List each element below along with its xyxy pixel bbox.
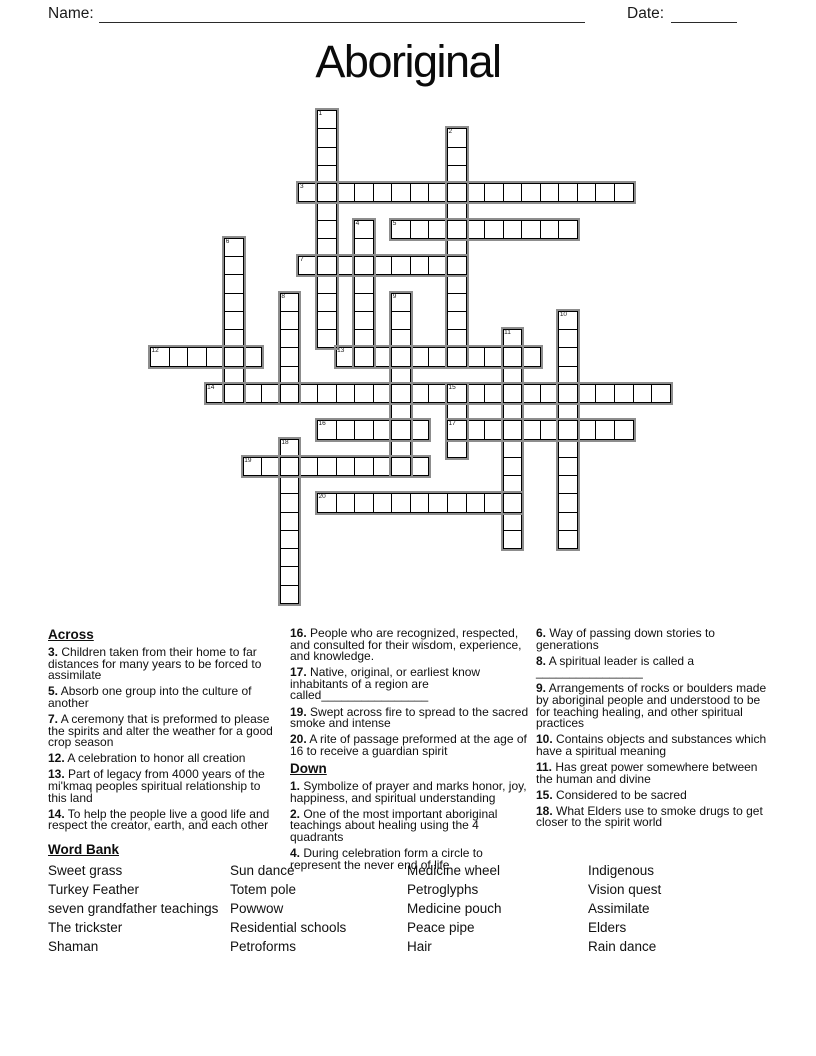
crossword-cell[interactable]: [391, 420, 411, 439]
clue-number: 4.: [290, 845, 301, 860]
crossword-cell[interactable]: [558, 220, 578, 239]
crossword-cell[interactable]: [484, 384, 504, 403]
crossword-cell[interactable]: [540, 420, 560, 439]
clue-number: 16.: [290, 626, 307, 640]
crossword-cell[interactable]: [391, 457, 411, 476]
crossword-cell[interactable]: [317, 493, 337, 512]
clue-column-1: [48, 628, 281, 836]
crossword-cell[interactable]: [428, 256, 448, 275]
cell-number: 1: [318, 110, 323, 117]
crossword-cell[interactable]: [298, 457, 318, 476]
cell-number: 17: [448, 420, 456, 428]
crossword-cell[interactable]: [410, 420, 430, 439]
crossword-cell[interactable]: [558, 366, 578, 385]
cell-number: 7: [299, 256, 304, 263]
clue-number: 1.: [290, 778, 301, 793]
clue-number: 20.: [290, 732, 307, 747]
clue-14: 14. To help the people live a good life and respect the creator, earth, and each other: [48, 806, 270, 833]
crossword-cell[interactable]: [317, 311, 337, 330]
word-bank-column-4: [588, 861, 661, 956]
crossword-cell[interactable]: [466, 384, 486, 403]
crossword-cell[interactable]: [503, 493, 523, 512]
clue-number: 7.: [48, 711, 59, 726]
word-bank-item: Vision quest: [588, 882, 662, 897]
crossword-cell[interactable]: [447, 201, 467, 220]
crossword-cell[interactable]: [410, 183, 430, 202]
clue-number: 9.: [536, 681, 547, 696]
cell-number: 16: [318, 420, 326, 428]
clue-8: 8. A spiritual leader is called a ________________: [536, 653, 695, 680]
clue-5: 5. Absorb one group into the culture of another: [48, 684, 252, 710]
crossword-cell[interactable]: [391, 439, 411, 458]
crossword-cell[interactable]: [447, 493, 467, 512]
crossword-cell[interactable]: [206, 347, 226, 366]
word-bank-item: Petroglyphs: [407, 882, 479, 897]
crossword-cell[interactable]: [558, 347, 578, 366]
clue-9: 9. Arrangements of rocks or boulders made by aboriginal people and understood to be for teaching healing, and other spiritual practices: [536, 681, 767, 731]
word-bank-item: Elders: [588, 920, 627, 935]
crossword-cell[interactable]: [558, 402, 578, 421]
crossword-cell[interactable]: [280, 566, 300, 585]
crossword-cell[interactable]: [243, 457, 263, 476]
clue-4: 4. During celebration form a circle to represent the never end of life: [290, 845, 483, 872]
crossword-cell[interactable]: [373, 493, 393, 512]
crossword-cell[interactable]: [391, 493, 411, 512]
clue-number: 6.: [536, 626, 547, 640]
clue-number: 13.: [48, 767, 65, 782]
crossword-cell[interactable]: [391, 183, 411, 202]
crossword-cell[interactable]: [447, 238, 467, 257]
clue-1: 1. Symbolize of prayer and marks honor, joy, happiness, and spiritual understanding: [290, 778, 527, 805]
crossword-cell[interactable]: [558, 457, 578, 476]
crossword-cell[interactable]: [558, 475, 578, 494]
crossword-cell[interactable]: [503, 512, 523, 531]
crossword-cell[interactable]: [447, 439, 467, 458]
cell-number: 11: [504, 329, 511, 336]
clue-11: 11. Has great power somewhere between the human and divine: [536, 759, 758, 786]
word-bank-item: Medicine wheel: [407, 863, 501, 878]
crossword-cell[interactable]: [317, 147, 337, 166]
crossword-cell[interactable]: [391, 384, 411, 403]
clue-number: 3.: [48, 645, 59, 659]
clue-16: 16. People who are recognized, respected, and consulted for their wisdom, experience, and knowledge.: [290, 626, 522, 664]
crossword-cell[interactable]: [558, 530, 578, 549]
crossword-cell[interactable]: [558, 512, 578, 531]
cell-number: 18: [281, 438, 289, 446]
crossword-cell[interactable]: [484, 220, 504, 239]
crossword-cell[interactable]: [595, 384, 615, 403]
crossword-cell[interactable]: [391, 402, 411, 421]
clue-7: 7. A ceremony that is preformed to please the spirits and alter the weather for a good crop season: [48, 711, 273, 750]
crossword-cell[interactable]: [521, 183, 541, 202]
word-bank-item: Assimilate: [588, 901, 650, 916]
clue-18: 18. What Elders use to smoke drugs to get closer to the spirit world: [536, 803, 763, 830]
crossword-cell[interactable]: [354, 274, 374, 293]
crossword-cell[interactable]: [206, 384, 226, 403]
crossword-cell[interactable]: [503, 220, 523, 239]
crossword-cell[interactable]: [484, 347, 504, 366]
crossword-cell[interactable]: [503, 439, 523, 458]
crossword-cell[interactable]: [447, 274, 467, 293]
crossword-cell[interactable]: [336, 256, 356, 275]
crossword-cell[interactable]: [447, 183, 467, 202]
crossword-cell[interactable]: [280, 329, 300, 348]
clue-column-2: [290, 628, 530, 876]
crossword-cell[interactable]: [261, 384, 281, 403]
cell-number: 6: [225, 237, 230, 245]
crossword-cell[interactable]: [614, 420, 634, 439]
cell-number: 8: [281, 292, 286, 300]
cell-number: 9: [392, 292, 397, 300]
clue-3: 3. Children taken from their home to far distances for many years to be forced to assimilate: [48, 645, 262, 683]
crossword-cell[interactable]: [521, 347, 541, 366]
crossword-cell[interactable]: [224, 311, 244, 330]
clue-number: 8.: [536, 653, 547, 668]
crossword-cell[interactable]: [447, 402, 467, 421]
word-bank-column-3: [407, 861, 502, 956]
clue-number: 14.: [48, 806, 65, 821]
clue-13: 13. Part of legacy from 4000 years of the mi'kmaq peoples spiritual relationship to this land: [48, 767, 265, 805]
crossword-cell[interactable]: [224, 293, 244, 312]
word-bank-item: Peace pipe: [407, 920, 475, 935]
crossword-cell[interactable]: [391, 329, 411, 348]
crossword-cell[interactable]: [169, 347, 189, 366]
crossword-cell[interactable]: [391, 293, 411, 312]
crossword-cell[interactable]: [150, 347, 170, 366]
crossword-cell[interactable]: [595, 420, 615, 439]
crossword-cell[interactable]: [187, 347, 207, 366]
crossword-cell[interactable]: [391, 220, 411, 239]
clue-number: 5.: [48, 684, 59, 699]
crossword-cell[interactable]: [503, 183, 523, 202]
crossword-cell[interactable]: [503, 530, 523, 549]
word-bank-item: Sweet grass: [48, 863, 123, 878]
crossword-cell[interactable]: [503, 366, 523, 385]
crossword-cell[interactable]: [447, 220, 467, 239]
crossword-cell[interactable]: [280, 311, 300, 330]
cell-number: 19: [244, 456, 252, 464]
crossword-cell[interactable]: [280, 366, 300, 385]
crossword-cell[interactable]: [466, 493, 486, 512]
clue-6: 6. Way of passing down stories to generations: [536, 626, 715, 652]
crossword-cell[interactable]: [298, 183, 318, 202]
crossword-cell[interactable]: [558, 183, 578, 202]
crossword-cell[interactable]: [317, 201, 337, 220]
word-bank-item: Rain dance: [588, 939, 657, 954]
crossword-cell[interactable]: [410, 220, 430, 239]
crossword-cell[interactable]: [317, 293, 337, 312]
crossword-cell[interactable]: [224, 366, 244, 385]
word-bank-item: Powwow: [230, 901, 284, 916]
crossword-cell[interactable]: [466, 183, 486, 202]
crossword-cell[interactable]: [484, 183, 504, 202]
crossword-cell[interactable]: [410, 457, 430, 476]
crossword-cell[interactable]: [354, 384, 374, 403]
crossword-cell[interactable]: [354, 420, 374, 439]
crossword-cell[interactable]: [317, 183, 337, 202]
crossword-cell[interactable]: [577, 183, 597, 202]
crossword-cell[interactable]: [317, 457, 337, 476]
crossword-cell[interactable]: [224, 347, 244, 366]
clue-number: 19.: [290, 704, 307, 719]
word-bank-item: Petroforms: [230, 939, 297, 954]
crossword-cell[interactable]: [410, 347, 430, 366]
crossword-cell[interactable]: [336, 183, 356, 202]
crossword-cell[interactable]: [280, 347, 300, 366]
crossword-cell[interactable]: [391, 347, 411, 366]
crossword-cell[interactable]: [354, 493, 374, 512]
cell-number: 20: [318, 493, 326, 501]
crossword-cell[interactable]: [280, 439, 300, 458]
crossword-cell[interactable]: [503, 457, 523, 476]
word-bank-item: seven grandfather teachings: [48, 901, 219, 916]
crossword-cell[interactable]: [503, 384, 523, 403]
crossword-cell[interactable]: [558, 439, 578, 458]
crossword-cell[interactable]: [577, 384, 597, 403]
crossword-cell[interactable]: [447, 420, 467, 439]
crossword-cell[interactable]: [410, 384, 430, 403]
crossword-cell[interactable]: [595, 183, 615, 202]
crossword-cell[interactable]: [280, 493, 300, 512]
crossword-cell[interactable]: [447, 256, 467, 275]
crossword-cell[interactable]: [428, 493, 448, 512]
crossword-cell[interactable]: [447, 347, 467, 366]
cell-number: 13: [337, 347, 345, 355]
crossword-cell[interactable]: [261, 457, 281, 476]
clue-number: 2.: [290, 806, 301, 821]
cell-number: 4: [355, 219, 360, 227]
crossword-cell[interactable]: [373, 457, 393, 476]
crossword-cell[interactable]: [280, 457, 300, 476]
name-label: Name:: [48, 5, 94, 22]
crossword-cell[interactable]: [317, 329, 337, 348]
crossword-cell[interactable]: [558, 493, 578, 512]
crossword-cell[interactable]: [428, 384, 448, 403]
clue-2: 2. One of the most important aboriginal teachings about healing using the 4 quadrants: [290, 806, 498, 844]
word-bank-item: Residential schools: [230, 920, 347, 935]
crossword-cell[interactable]: [410, 256, 430, 275]
crossword-cell[interactable]: [391, 366, 411, 385]
crossword-cell[interactable]: [373, 384, 393, 403]
date-blank-line[interactable]: [671, 6, 737, 23]
cell-number: 15: [448, 383, 456, 391]
crossword-cell[interactable]: [558, 311, 578, 330]
crossword-cell[interactable]: [317, 420, 337, 439]
crossword-cell[interactable]: [354, 183, 374, 202]
crossword-cell[interactable]: [521, 420, 541, 439]
crossword-cell[interactable]: [447, 165, 467, 184]
crossword-cell[interactable]: [317, 110, 337, 129]
crossword-cell[interactable]: [521, 384, 541, 403]
crossword-cell[interactable]: [391, 256, 411, 275]
cell-number: 3: [299, 183, 304, 190]
crossword-cell[interactable]: [428, 183, 448, 202]
crossword-cell[interactable]: [540, 220, 560, 239]
crossword-cell[interactable]: [428, 220, 448, 239]
crossword-cell[interactable]: [317, 238, 337, 257]
crossword-cell[interactable]: [614, 183, 634, 202]
crossword-cell[interactable]: [373, 347, 393, 366]
crossword-cell[interactable]: [317, 128, 337, 147]
crossword-cell[interactable]: [558, 384, 578, 403]
name-blank-line[interactable]: [99, 6, 585, 23]
cell-number: 12: [151, 347, 159, 355]
clue-heading-down: Down: [290, 760, 327, 776]
crossword-cell[interactable]: [224, 329, 244, 348]
crossword-cell[interactable]: [354, 347, 374, 366]
crossword-cell[interactable]: [447, 293, 467, 312]
crossword-cell[interactable]: [336, 493, 356, 512]
crossword-cell[interactable]: [503, 402, 523, 421]
clue-number: 17.: [290, 665, 307, 680]
crossword-cell[interactable]: [280, 512, 300, 531]
crossword-cell[interactable]: [373, 256, 393, 275]
crossword-cell[interactable]: [317, 256, 337, 275]
word-bank-heading: Word Bank: [48, 842, 120, 857]
crossword-cell[interactable]: [354, 256, 374, 275]
cell-number: 10: [559, 310, 568, 318]
word-bank-item: Medicine pouch: [407, 901, 502, 916]
clue-number: 15.: [536, 787, 553, 802]
crossword-cell[interactable]: [354, 293, 374, 312]
crossword-cell[interactable]: [540, 384, 560, 403]
cell-number: 2: [448, 128, 453, 136]
crossword-cell[interactable]: [243, 347, 263, 366]
crossword-cell[interactable]: [558, 329, 578, 348]
crossword-cell[interactable]: [558, 420, 578, 439]
clue-number: 11.: [536, 759, 553, 774]
crossword-cell[interactable]: [317, 384, 337, 403]
crossword-cell[interactable]: [466, 347, 486, 366]
crossword-cell[interactable]: [373, 183, 393, 202]
crossword-cell[interactable]: [243, 384, 263, 403]
word-bank-column-1: [48, 861, 218, 956]
crossword-cell[interactable]: [224, 274, 244, 293]
crossword-cell[interactable]: [373, 420, 393, 439]
crossword-cell[interactable]: [224, 256, 244, 275]
clue-12: 12. A celebration to honor all creation: [48, 751, 246, 766]
crossword-cell[interactable]: [447, 329, 467, 348]
crossword-cell[interactable]: [354, 311, 374, 330]
cell-number: 14: [207, 383, 215, 391]
crossword-cell[interactable]: [484, 493, 504, 512]
crossword-cell[interactable]: [298, 256, 318, 275]
date-label: Date:: [627, 5, 665, 22]
crossword-cell[interactable]: [280, 548, 300, 567]
crossword-cell[interactable]: [503, 475, 523, 494]
crossword-cell[interactable]: [447, 128, 467, 147]
crossword-cell[interactable]: [447, 147, 467, 166]
crossword-cell[interactable]: [391, 311, 411, 330]
crossword-cell[interactable]: [280, 384, 300, 403]
crossword-cell[interactable]: [317, 274, 337, 293]
crossword-cell[interactable]: [354, 457, 374, 476]
crossword-cell[interactable]: [317, 220, 337, 239]
crossword-cell[interactable]: [336, 384, 356, 403]
crossword-cell[interactable]: [428, 347, 448, 366]
crossword-cell[interactable]: [614, 384, 634, 403]
crossword-cell[interactable]: [354, 220, 374, 239]
word-bank-item: Hair: [407, 939, 432, 954]
page-title: Aboriginal: [315, 36, 501, 87]
word-bank-item: Shaman: [48, 939, 99, 954]
clue-20: 20. A rite of passage preformed at the age of 16 to receive a guardian spirit: [290, 732, 527, 758]
crossword-cell[interactable]: [317, 165, 337, 184]
crossword-cell[interactable]: [633, 384, 653, 403]
crossword-cell[interactable]: [280, 475, 300, 494]
cell-number: 5: [392, 219, 397, 227]
word-bank-item: Turkey Feather: [48, 882, 140, 897]
crossword-cell[interactable]: [410, 493, 430, 512]
crossword-cell[interactable]: [503, 347, 523, 366]
crossword-cell[interactable]: [447, 384, 467, 403]
word-bank-item: Totem pole: [230, 882, 297, 897]
clue-number: 18.: [536, 803, 553, 818]
clue-column-3: [536, 628, 768, 833]
crossword-cell[interactable]: [224, 238, 244, 257]
crossword-cell[interactable]: [280, 585, 300, 604]
crossword-cell[interactable]: [503, 420, 523, 439]
word-bank-column-2: [230, 861, 346, 956]
clue-17: 17. Native, original, or earliest know inhabitants of a region are called________________: [290, 665, 481, 703]
crossword-cell[interactable]: [280, 293, 300, 312]
crossword-cell[interactable]: [336, 457, 356, 476]
crossword-cell[interactable]: [447, 311, 467, 330]
crossword-cell[interactable]: [521, 220, 541, 239]
crossword-cell[interactable]: [336, 420, 356, 439]
clue-number: 10.: [536, 732, 553, 747]
word-bank-item: Indigenous: [588, 863, 655, 878]
clue-15: 15. Considered to be sacred: [536, 787, 687, 802]
crossword-cell[interactable]: [651, 384, 671, 403]
clue-number: 12.: [48, 751, 65, 766]
word-bank-item: Sun dance: [230, 863, 295, 878]
crossword-cell[interactable]: [280, 530, 300, 549]
crossword-cell[interactable]: [354, 238, 374, 257]
crossword-cell[interactable]: [540, 183, 560, 202]
crossword-cell[interactable]: [503, 329, 523, 348]
crossword-cell[interactable]: [577, 420, 597, 439]
crossword-cell[interactable]: [298, 384, 318, 403]
word-bank-item: The trickster: [48, 920, 123, 935]
crossword-cell[interactable]: [466, 420, 486, 439]
clue-19: 19. Swept across fire to spread to the sacred smoke and intense: [290, 704, 529, 731]
crossword-cell[interactable]: [354, 329, 374, 348]
crossword-cell[interactable]: [466, 220, 486, 239]
clue-heading-across: Across: [48, 627, 94, 642]
crossword-cell[interactable]: [336, 347, 356, 366]
crossword-cell[interactable]: [484, 420, 504, 439]
crossword-cell[interactable]: [224, 384, 244, 403]
clue-10: 10. Contains objects and substances which have a spiritual meaning: [536, 732, 767, 758]
